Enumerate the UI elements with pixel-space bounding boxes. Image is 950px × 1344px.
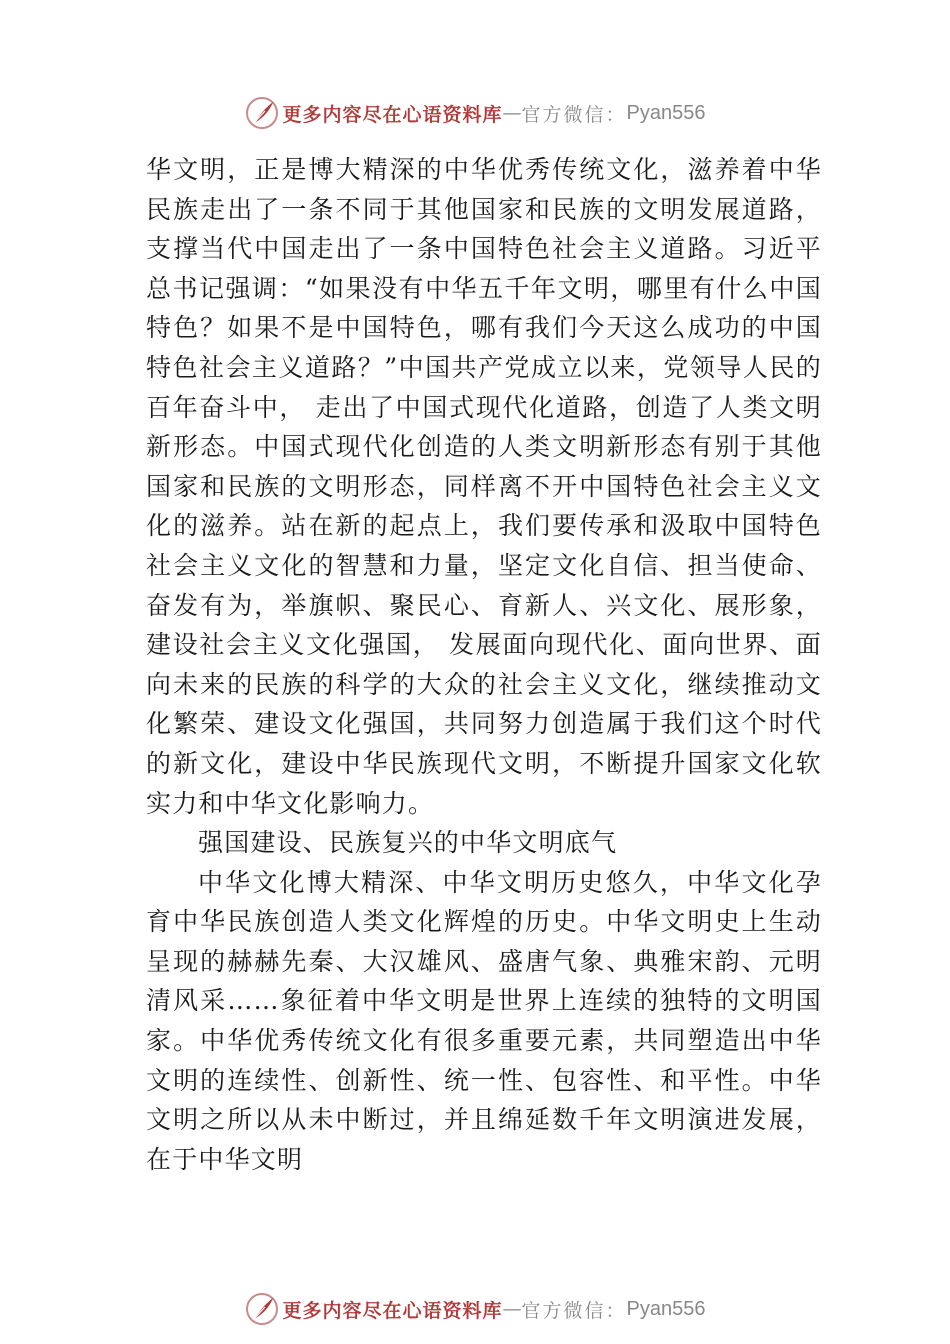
footer-wechat-id: Pyan556 <box>626 1297 706 1320</box>
body-paragraph: 中华文化博大精深、中华文明历史悠久，中华文化孕育中华民族创造人类文化辉煌的历史。中华文明史上生动呈现的赫赫先秦、大汉雄风、盛唐气象、典雅宋韵、元明清风采……象征着中华文明是世界上连续的独特的文明国家。中华优秀传统文化有很多重要元素，共同塑造出中华文明的连续性、创新性、统一性、包容性、和平性。中华文明之所以从未中断过，并且绵延数千年文明演进发展，在于中华文明 <box>146 867 822 1174</box>
quill-pen-logo-icon <box>245 1292 279 1326</box>
quill-pen-logo-icon <box>245 96 279 130</box>
section-heading: 强国建设、民族复兴的中华文明底气 <box>198 828 618 858</box>
footer-separator: — <box>502 1298 522 1320</box>
header-wechat-label: 官方微信： <box>521 103 627 126</box>
header-wechat-id: Pyan556 <box>626 101 706 124</box>
body-paragraph: 华文明，正是博大精深的中华优秀传统文化，滋养着中华民族走出了一条不同于其他国家和民族的文明发展道路，支撑当代中国走出了一条中国特色社会主义道路。习近平总书记强调：“如果没有中华五千年文明，哪里有什么中国特色？如果不是中国特色，哪有我们今天这么成功的中国特色社会主义道路？”中国共产党成立以来，党领导人民的百年奋斗中， 走出了中国式现代化道路，创造了人类文明新形态。中国式现代化创造的人类文明新形态有别于其他国家和民族的文明形态，同样离不开中国特色社会主义文化的滋养。站在新的起点上，我们要传承和汲取中国特色社会主义文化的智慧和力量，坚定文化自信、担当使命、奋发有为，举旗帜、聚民心、育新人、兴文化、展形象，建设社会主义文化强国， 发展面向现代化、面向世界、面向未来的民族的科学的大众的社会主义文化，继续推动文化繁荣、建设文化强国，共同努力创造属于我们这个时代的新文化，建设中华民族现代文明，不断提升国家文化软实力和中华文化影响力。 <box>146 155 822 818</box>
footer-banner <box>0 1289 950 1329</box>
header-banner <box>0 93 950 133</box>
header-brand-text: 更多内容尽在心语资料库 <box>282 103 503 126</box>
header-separator: — <box>502 102 522 124</box>
footer-wechat-label: 官方微信： <box>521 1299 627 1322</box>
document-body <box>146 150 822 1179</box>
footer-brand-text: 更多内容尽在心语资料库 <box>282 1299 503 1322</box>
